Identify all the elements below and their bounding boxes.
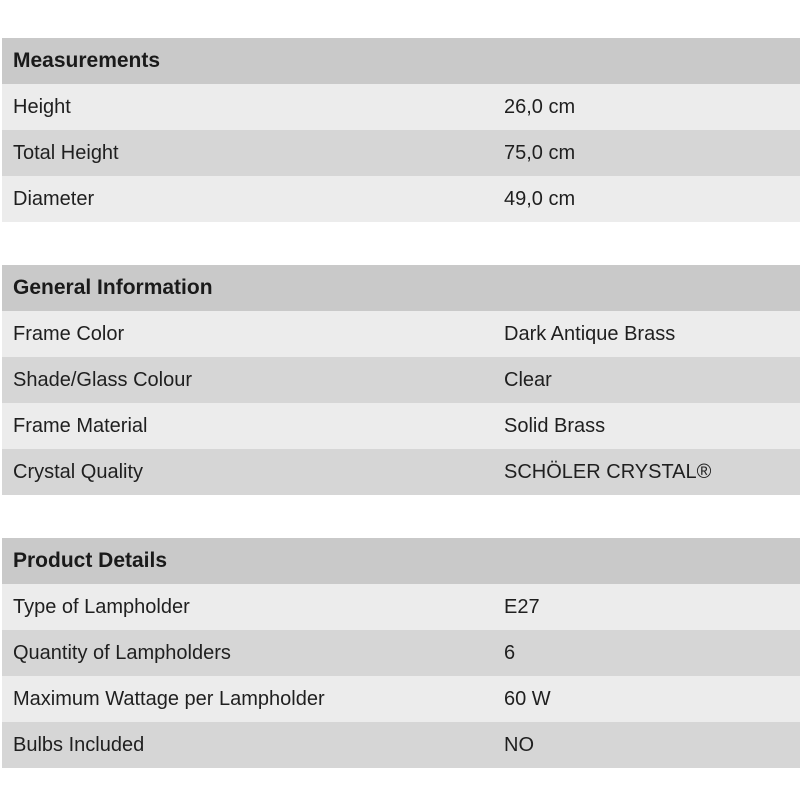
row-label: Frame Material [13, 414, 148, 437]
table-row [2, 676, 800, 722]
row-label: Frame Color [13, 322, 125, 345]
row-label: Maximum Wattage per Lampholder [13, 687, 325, 710]
row-value: 75,0 cm [504, 141, 576, 164]
row-value: SCHÖLER CRYSTAL® [504, 460, 712, 483]
row-value: Clear [504, 368, 552, 391]
table-row [2, 449, 800, 495]
row-label: Bulbs Included [13, 733, 145, 756]
row-value: E27 [504, 595, 540, 618]
product-details-table [2, 538, 800, 768]
table-row [2, 311, 800, 357]
row-label: Diameter [13, 187, 95, 210]
measurements-table [2, 38, 800, 222]
row-label: Shade/Glass Colour [13, 368, 192, 391]
table-row [2, 584, 800, 630]
section-title: Measurements [2, 38, 800, 84]
table-row [2, 84, 800, 130]
row-value: 60 W [504, 687, 551, 710]
row-value: 26,0 cm [504, 95, 576, 118]
row-value: NO [504, 733, 534, 756]
table-row [2, 630, 800, 676]
row-value: 49,0 cm [504, 187, 576, 210]
row-value: Solid Brass [504, 414, 606, 437]
row-label: Crystal Quality [13, 460, 144, 483]
row-label: Total Height [13, 141, 119, 164]
row-label: Type of Lampholder [13, 595, 190, 618]
table-row [2, 722, 800, 768]
table-row [2, 130, 800, 176]
table-row [2, 403, 800, 449]
section-title: General Information [2, 265, 800, 311]
row-label: Quantity of Lampholders [13, 641, 231, 664]
section-title: Product Details [2, 538, 800, 584]
row-value: Dark Antique Brass [504, 322, 676, 345]
general-information-table [2, 265, 800, 495]
table-row [2, 176, 800, 222]
table-row [2, 357, 800, 403]
row-value: 6 [504, 641, 516, 664]
row-label: Height [13, 95, 71, 118]
